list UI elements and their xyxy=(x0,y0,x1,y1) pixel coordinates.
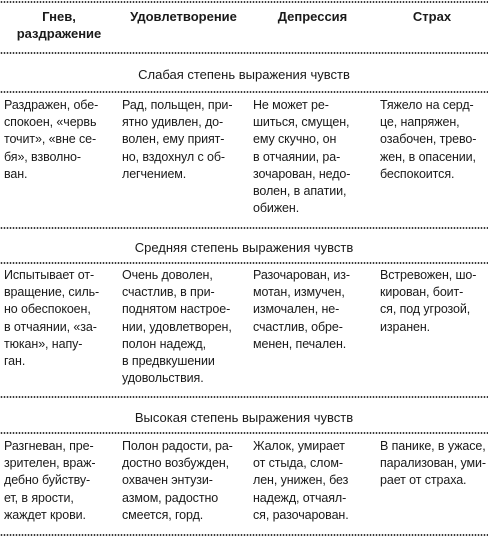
column-header-depression: Депрессия xyxy=(277,9,348,24)
cell-medium-anger: Испытывает от- вращение, силь- но обеспокоен, в отчаянии, «за- тюкан», напу- ган. xyxy=(4,268,100,369)
cell-medium-depression: Разочарован, из- мотан, измучен, измочален, не- счастлив, обре- менен, печален. xyxy=(253,268,350,351)
header-rule xyxy=(0,52,488,54)
section-title-weak: Слабая степень выражения чувств xyxy=(138,67,350,82)
cell-weak-fear: Тяжело на серд- це, напряжен, озабочен, трево- жен, в опасении, беспокоится. xyxy=(380,98,477,181)
cell-high-depression: Жалок, умирает от стыда, слом- лен, унижен, без надежд, отчаял- ся, разочарован. xyxy=(253,439,349,522)
section-rule-high xyxy=(0,432,488,434)
cell-weak-depression: Не может ре- шиться, смущен, ему скучно, он в отчаянии, ра- зочарован, недо- волен, в апатии, обижен. xyxy=(253,98,351,216)
section-end-rule-weak xyxy=(0,227,488,229)
cell-weak-satisfaction: Рад, польщен, при- ятно удивлен, до- волен, ему прият- но, вздохнул с об- легчением. xyxy=(122,98,233,181)
cell-weak-anger: Раздражен, обе- спокоен, «червь точит», «вне се- бя», взволно- ван. xyxy=(4,98,99,181)
cell-medium-fear: Встревожен, шо- кирован, боит- ся, под угрозой, изранен. xyxy=(380,268,477,334)
section-rule-weak xyxy=(0,91,488,93)
table-bottom-rule xyxy=(0,534,488,536)
column-header-satisfaction: Удовлетворение xyxy=(130,9,237,24)
table-top-rule xyxy=(0,1,488,3)
section-rule-medium xyxy=(0,262,488,264)
cell-high-anger: Разгневан, пре- зрителен, враж- дебно буйству- ет, в ярости, жаждет крови. xyxy=(4,439,96,522)
column-header-fear: Страх xyxy=(412,9,452,24)
section-end-rule-medium xyxy=(0,396,488,398)
section-title-medium: Средняя степень выражения чувств xyxy=(134,240,354,255)
cell-medium-satisfaction: Очень доволен, счастлив, в при- поднятом настрое- нии, удовлетворен, полон надежд, в предвкушении удовольствия. xyxy=(122,268,232,386)
section-title-high: Высокая степень выражения чувств xyxy=(134,410,354,425)
cell-high-fear: В панике, в ужасе, парализован, уми- рает от страха. xyxy=(380,439,486,488)
column-header-anger: Гнев, раздражение xyxy=(16,9,102,41)
cell-high-satisfaction: Полон радости, ра- достно возбужден, охвачен энтузи- азмом, радостно смеется, горд. xyxy=(122,439,233,522)
